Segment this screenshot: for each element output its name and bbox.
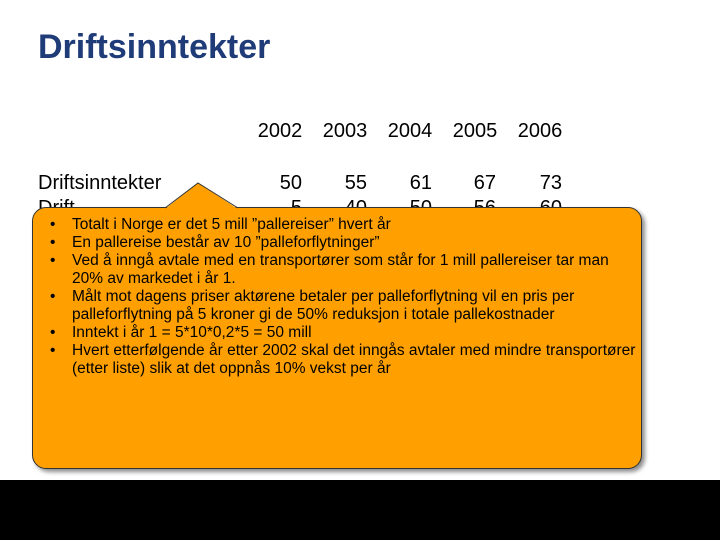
table-cell: 73 <box>539 172 562 194</box>
slide-title: Driftsinntekter <box>38 28 271 66</box>
bullet-item: • Målt mot dagens priser aktørene betaler per palleforflytning vil en pris per palleforflytning på 5 kroner gi de 50% reduksjon i totale pallekostnader <box>50 288 640 324</box>
table-cell: 67 <box>473 172 496 194</box>
callout-pointer <box>0 0 720 240</box>
year-header: 2005 <box>452 120 498 142</box>
year-header: 2004 <box>387 120 433 142</box>
row-label: Driftsinntekter <box>38 172 162 194</box>
table-cell: 55 <box>344 172 367 194</box>
bullet-item: • Hvert etterfølgende år etter 2002 skal det inngås avtaler med mindre transportører (etter liste) slik at det oppnås 10% vekst per år <box>50 342 640 378</box>
year-header: 2006 <box>517 120 563 142</box>
footer-bar <box>0 480 720 540</box>
bullet-item: • Inntekt i år 1 = 5*10*0,2*5 = 50 mill <box>50 324 640 342</box>
callout-bullet-list <box>50 216 640 378</box>
year-header: 2003 <box>322 120 368 142</box>
table-cell: 50 <box>279 172 302 194</box>
year-header: 2002 <box>257 120 303 142</box>
bullet-item: • En pallereise består av 10 ”palleforflytninger” <box>50 234 640 252</box>
bullet-item: • Ved å inngå avtale med en transportører som står for 1 mill pallereiser tar man 20% av markedet i år 1. <box>50 252 640 288</box>
table-cell: 61 <box>409 172 432 194</box>
bullet-item: • Totalt i Norge er det 5 mill ”pallereiser” hvert år <box>50 216 640 234</box>
